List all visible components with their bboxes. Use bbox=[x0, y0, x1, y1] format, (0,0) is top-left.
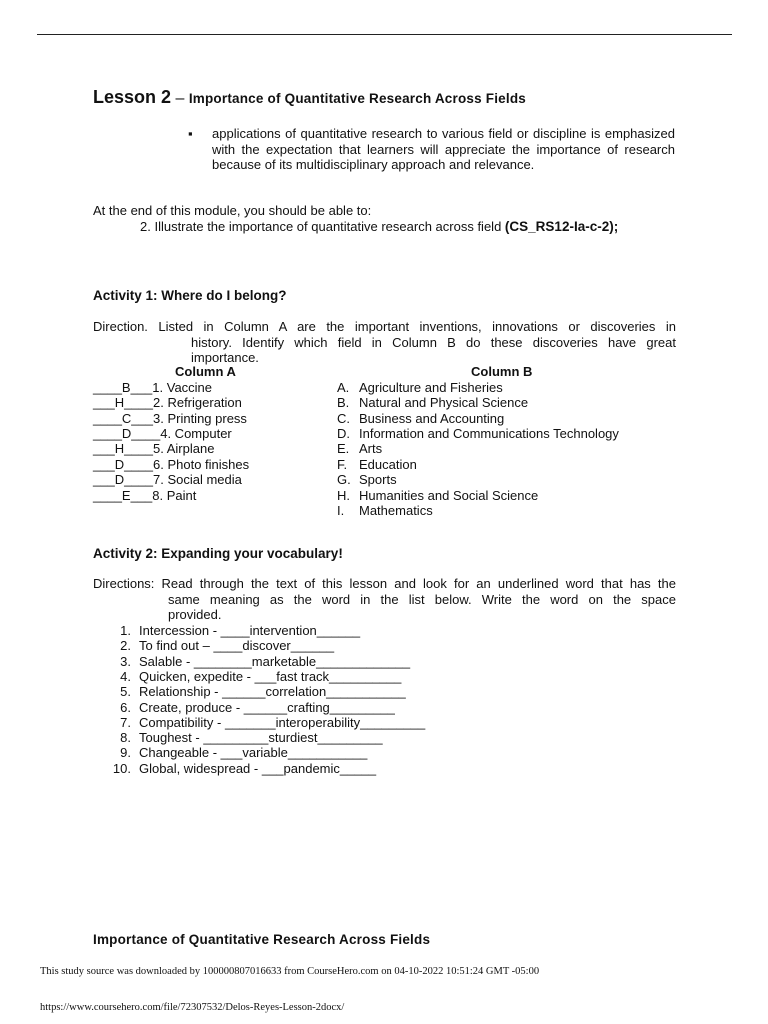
direction1-line1: Direction. Listed in Column A are the important inventions, innovations or discoveries in bbox=[93, 319, 676, 334]
column-b-letter: G. bbox=[337, 472, 351, 487]
vocabulary-text: Intercession - ____intervention______ bbox=[139, 623, 361, 638]
vocabulary-number: 9. bbox=[120, 745, 131, 760]
vocabulary-number: 8. bbox=[120, 730, 131, 745]
vocabulary-text: Salable - ________marketable_____________ bbox=[139, 654, 411, 669]
vocabulary-text: Global, widespread - ___pandemic_____ bbox=[139, 761, 377, 776]
column-b-field: Humanities and Social Science bbox=[359, 488, 539, 503]
column-b-item bbox=[337, 395, 528, 410]
column-b-letter: I. bbox=[337, 503, 345, 518]
vocabulary-item bbox=[107, 654, 410, 669]
vocabulary-text: Changeable - ___variable___________ bbox=[139, 745, 368, 760]
lesson-number: Lesson 2 bbox=[93, 87, 172, 107]
column-b-item bbox=[337, 457, 417, 472]
vocabulary-number: 2. bbox=[120, 638, 131, 653]
vocabulary-number: 6. bbox=[120, 700, 131, 715]
column-b-letter: D. bbox=[337, 426, 350, 441]
column-a-header: Column A bbox=[175, 364, 236, 379]
vocabulary-text: Create, produce - ______crafting_________ bbox=[139, 700, 395, 715]
top-divider bbox=[37, 34, 732, 35]
vocabulary-text: To find out – ____discover______ bbox=[139, 638, 335, 653]
column-b-letter: A. bbox=[337, 380, 350, 395]
vocabulary-text: Compatibility - _______interoperability_________ bbox=[139, 715, 426, 730]
column-b-field: Mathematics bbox=[359, 503, 433, 518]
vocabulary-number: 4. bbox=[120, 669, 131, 684]
lesson-dash: – bbox=[171, 90, 189, 107]
column-a-item: ____B___1. Vaccine bbox=[93, 380, 213, 395]
column-b-item bbox=[337, 411, 504, 426]
vocabulary-text: Quicken, expedite - ___fast track__________ bbox=[139, 669, 402, 684]
objective-item bbox=[140, 219, 618, 234]
column-b-header: Column B bbox=[471, 364, 533, 379]
direction2-line1: Directions: Read through the text of this lesson and look for an underlined word that has the bbox=[93, 576, 676, 591]
vocabulary-item bbox=[107, 761, 376, 776]
vocabulary-number: 3. bbox=[120, 654, 131, 669]
objective-text: 2. Illustrate the importance of quantitative research across field bbox=[140, 219, 505, 234]
vocabulary-item bbox=[107, 730, 383, 745]
activity2-direction bbox=[93, 576, 676, 623]
vocabulary-item bbox=[107, 715, 425, 730]
footer-source-note: This study source was downloaded by 100000807016633 from CourseHero.com on 04-10-2022 10:51:24 GMT -05:00 bbox=[40, 966, 540, 977]
direction2-line2: same meaning as the word in the list below. Write the word on the space bbox=[168, 591, 676, 607]
vocabulary-text: Relationship - ______correlation___________ bbox=[139, 684, 406, 699]
square-bullet-icon: ▪ bbox=[188, 126, 193, 141]
section-title: Importance of Quantitative Research Across Fields bbox=[93, 932, 431, 947]
activity1-title: Activity 1: Where do I belong? bbox=[93, 288, 287, 303]
column-b-item bbox=[337, 441, 382, 456]
column-b-item bbox=[337, 380, 503, 395]
column-b-field: Agriculture and Fisheries bbox=[359, 380, 503, 395]
lesson-title: Importance of Quantitative Research Across Fields bbox=[188, 91, 526, 106]
column-b-letter: F. bbox=[337, 457, 348, 472]
column-a-item: ____D____4. Computer bbox=[93, 426, 232, 441]
activity1-direction bbox=[93, 319, 676, 366]
column-b-field: Natural and Physical Science bbox=[359, 395, 529, 410]
vocabulary-item bbox=[107, 700, 395, 715]
vocabulary-item bbox=[107, 684, 406, 699]
direction1-line3: importance. bbox=[191, 350, 259, 365]
column-a-item: ___D____7. Social media bbox=[93, 472, 242, 487]
column-b-field: Arts bbox=[359, 441, 383, 456]
vocabulary-item bbox=[107, 669, 401, 684]
objective-code: (CS_RS12-Ia-c-2); bbox=[504, 219, 619, 234]
vocabulary-item bbox=[107, 623, 360, 638]
direction2-line3: provided. bbox=[168, 607, 222, 622]
footer-url-link[interactable]: https://www.coursehero.com/file/72307532/Delos-Reyes-Lesson-2docx/ bbox=[40, 1002, 345, 1013]
column-b-item bbox=[337, 488, 538, 503]
vocabulary-number: 5. bbox=[120, 684, 131, 699]
column-a-item: ____C___3. Printing press bbox=[93, 411, 247, 426]
vocabulary-text: Toughest - _________sturdiest_________ bbox=[139, 730, 383, 745]
column-b-field: Education bbox=[359, 457, 417, 472]
vocabulary-number: 10. bbox=[112, 761, 131, 776]
column-a-item: ___H____5. Airplane bbox=[93, 441, 215, 456]
column-a-item: ___H____2. Refrigeration bbox=[93, 395, 242, 410]
activity2-title: Activity 2: Expanding your vocabulary! bbox=[93, 546, 343, 561]
column-b-field: Business and Accounting bbox=[359, 411, 505, 426]
column-b-letter: H. bbox=[337, 488, 350, 503]
intro-paragraph: applications of quantitative research to various field or discipline is emphasized with the expectation that learners will appreciate the importance of research because of its multidisciplinary approach and relevance. bbox=[212, 126, 675, 172]
column-a-item: ____E___8. Paint bbox=[93, 488, 197, 503]
objectives-lead: At the end of this module, you should be able to: bbox=[93, 203, 372, 218]
lesson-heading bbox=[93, 87, 526, 108]
vocabulary-item bbox=[107, 745, 367, 760]
column-b-letter: C. bbox=[337, 411, 350, 426]
column-b-letter: E. bbox=[337, 441, 350, 456]
column-b-item bbox=[337, 472, 397, 487]
column-a-item: ___D____6. Photo finishes bbox=[93, 457, 250, 472]
column-b-field: Sports bbox=[359, 472, 397, 487]
direction1-line2: history. Identify which field in Column B do these discoveries have great bbox=[191, 334, 676, 350]
column-b-letter: B. bbox=[337, 395, 350, 410]
column-b-item bbox=[337, 426, 619, 441]
vocabulary-number: 1. bbox=[120, 623, 131, 638]
vocabulary-number: 7. bbox=[120, 715, 131, 730]
vocabulary-item bbox=[107, 638, 334, 653]
column-b-field: Information and Communications Technology bbox=[359, 426, 619, 441]
column-b-item bbox=[337, 503, 433, 518]
